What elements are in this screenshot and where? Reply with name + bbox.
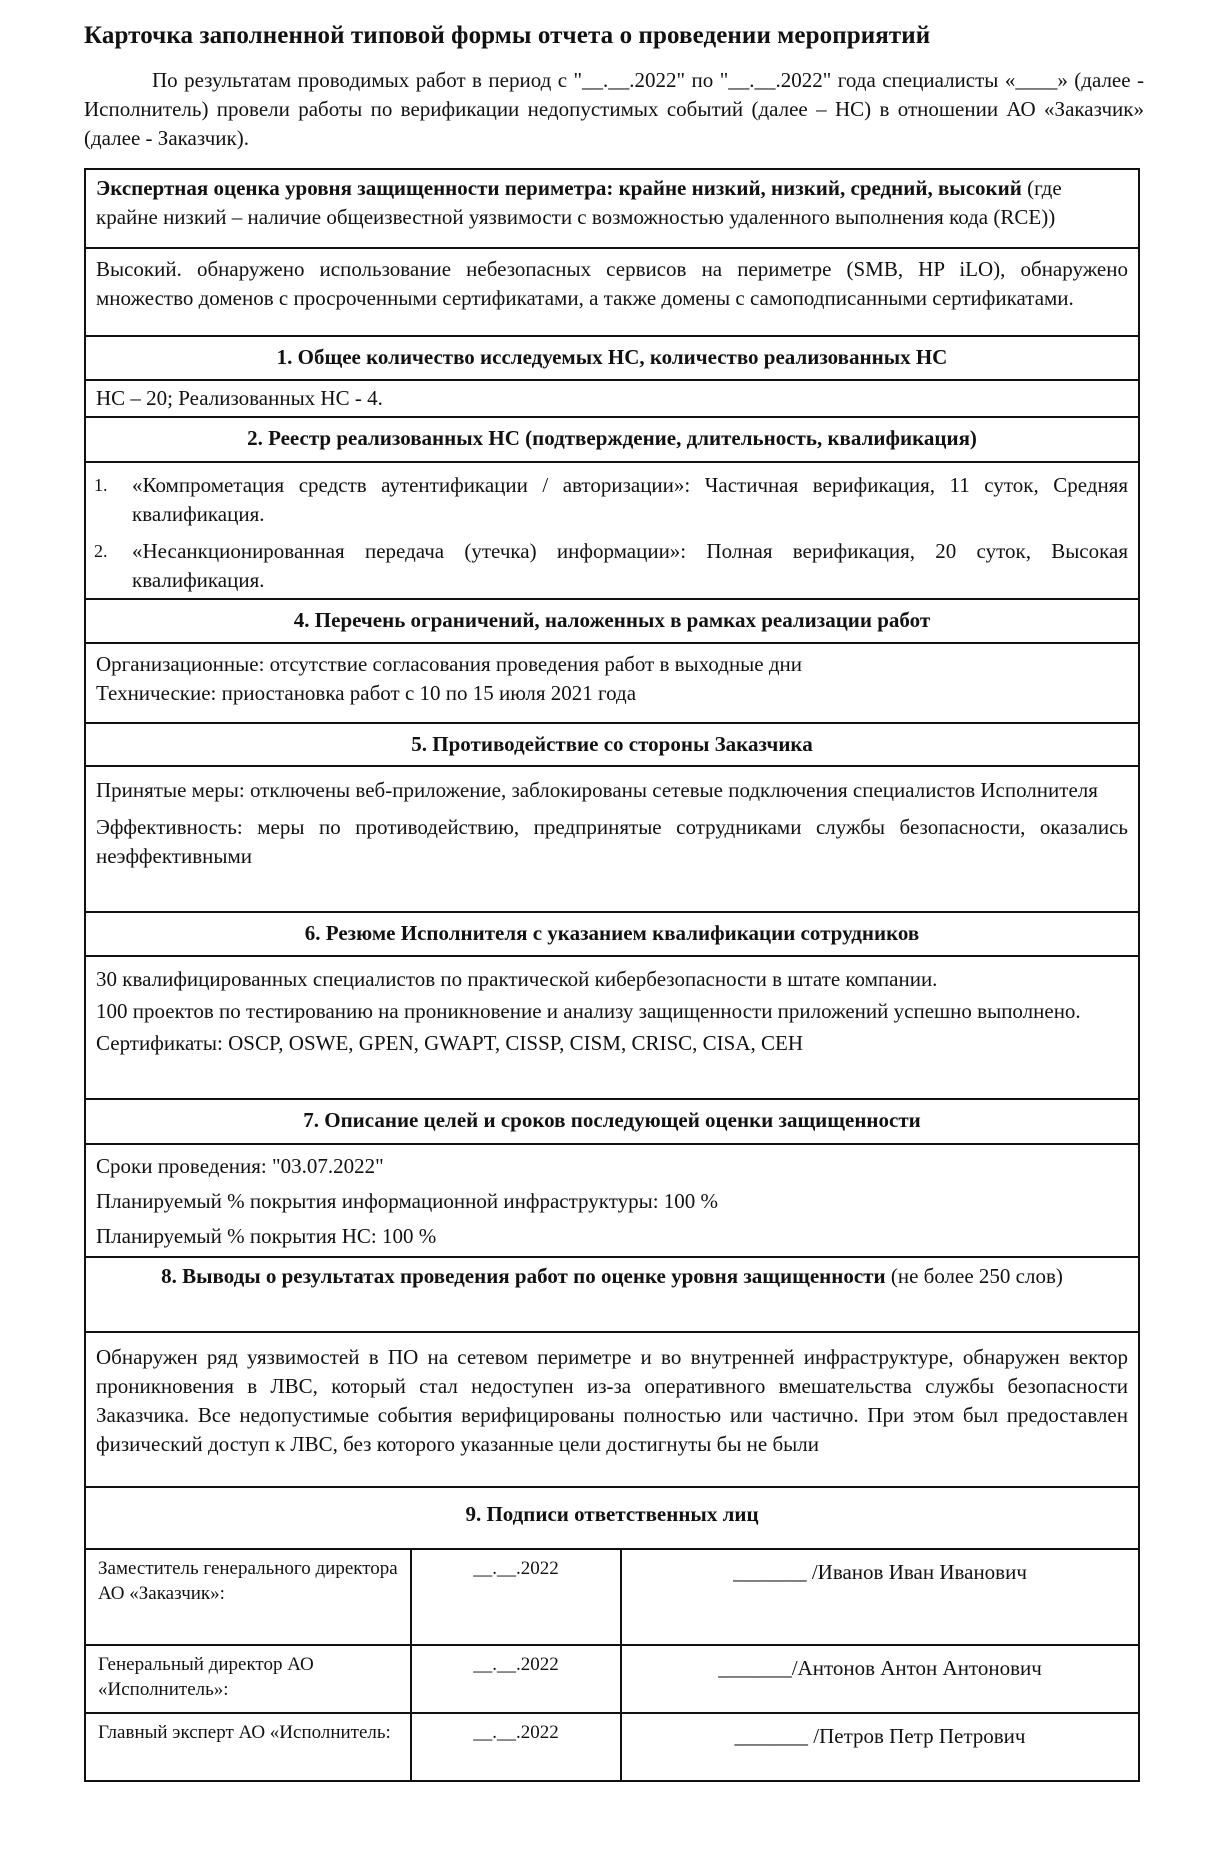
signature-signer: _______ /Иванов Иван Иванович xyxy=(733,1560,1027,1584)
section1-value: НС – 20; Реализованных НС - 4. xyxy=(86,381,1138,418)
section4-heading: 4. Перечень ограничений, наложенных в рамках реализации работ xyxy=(86,600,1138,644)
section5-line: Эффективность: меры по противодействию, предпринятые сотрудниками службы безопасности, оказались неэффективными xyxy=(96,815,1128,868)
section4-line: Организационные: отсутствие согласования проведения работ в выходные дни xyxy=(96,652,803,676)
signature-row xyxy=(86,1646,1138,1714)
section6-heading: 6. Резюме Исполнителя с указанием квалификации сотрудников xyxy=(86,913,1138,957)
section1-heading: 1. Общее количество исследуемых НС, количество реализованных НС xyxy=(86,337,1138,381)
document-title: Карточка заполненной типовой формы отчета о проведении мероприятий xyxy=(84,22,931,49)
assessment-heading-cell xyxy=(86,170,1138,249)
list-item-number: 2. xyxy=(94,541,108,561)
signature-date: __.__.2022 xyxy=(412,1550,622,1644)
list-item xyxy=(94,537,1128,595)
section8-heading xyxy=(86,1258,1138,1333)
section7-heading: 7. Описание целей и сроков последующей оценки защищенности xyxy=(86,1100,1138,1145)
section4-body xyxy=(86,644,1138,724)
section7-line: Сроки проведения: "03.07.2022" xyxy=(96,1154,384,1178)
section2-list xyxy=(94,471,1128,595)
section7-line: Планируемый % покрытия НС: 100 % xyxy=(96,1224,437,1248)
list-item-text: «Несанкционированная передача (утечка) информации»: Полная верификация, 20 суток, Высокая квалификация. xyxy=(132,539,1128,592)
section9-heading: 9. Подписи ответственных лиц xyxy=(86,1488,1138,1550)
signature-signer: _______/Антонов Антон Антонович xyxy=(718,1656,1042,1680)
section4-line: Технические: приостановка работ с 10 по 15 июля 2021 года xyxy=(96,681,637,705)
signature-row xyxy=(86,1550,1138,1646)
list-item-text: «Компрометация средств аутентификации / авторизации»: Частичная верификация, 11 суток, Средняя квалификация. xyxy=(132,473,1128,526)
signature-role: Генеральный директор АО «Исполнитель»: xyxy=(86,1646,412,1712)
section8-heading-note: (не более 250 слов) xyxy=(885,1264,1063,1288)
assessment-value-cell xyxy=(86,249,1138,337)
intro-paragraph xyxy=(84,66,1144,153)
signatures-table xyxy=(86,1550,1138,1780)
section6-line: 30 квалифицированных специалистов по практической кибербезопасности в штате компании. xyxy=(96,967,938,991)
intro-text: По результатам проводимых работ в период с "__.__.2022" по "__.__.2022" года специалисты «____» (далее - Исполнитель) провели работы по верификации недопустимых событий (далее – НС) в отношении АО «Заказчик» (далее - Заказчик). xyxy=(84,68,1144,150)
section2-body xyxy=(86,463,1138,600)
assessment-value: Высокий. обнаружено использование небезопасных сервисов на периметре (SMB, HP iLO), обнаружено множество доменов с просроченными сертификатами, а также домены с самоподписанными сертификатами. xyxy=(96,257,1128,310)
assessment-heading-note: (где крайне низкий – наличие общеизвестной уязвимости с возможностью удаленного выполнения кода (RCE)) xyxy=(96,176,1062,229)
section6-body xyxy=(86,957,1138,1100)
list-item-number: 1. xyxy=(94,475,108,495)
signature-role: Главный эксперт АО «Исполнитель: xyxy=(86,1714,412,1780)
list-item xyxy=(94,471,1128,529)
signature-row xyxy=(86,1714,1138,1780)
section7-body xyxy=(86,1145,1138,1258)
section8-value: Обнаружен ряд уязвимостей в ПО на сетевом периметре и во внутренней инфраструктуре, обнаружен вектор проникновения в ЛВС, который стал недоступен из-за оперативного вмешательства службы безопасности Заказчика. Все недопустимые события верифицированы полностью или частично. При этом был предоставлен физический доступ к ЛВС, без которого указанные цели достигнуты бы не были xyxy=(96,1345,1128,1456)
section5-body xyxy=(86,767,1138,913)
section7-line: Планируемый % покрытия информационной инфраструктуры: 100 % xyxy=(96,1189,719,1213)
signature-date: __.__.2022 xyxy=(412,1646,622,1712)
assessment-heading: Экспертная оценка уровня защищенности периметра: крайне низкий, низкий, средний, высокий xyxy=(96,176,1022,200)
section6-line: 100 проектов по тестированию на проникновение и анализу защищенности приложений успешно выполнено. xyxy=(96,999,1081,1023)
signature-signer: _______ /Петров Петр Петрович xyxy=(734,1724,1026,1748)
signature-role: Заместитель генерального директора АО «Заказчик»: xyxy=(86,1550,412,1644)
signature-date: __.__.2022 xyxy=(412,1714,622,1780)
section5-line: Принятые меры: отключены веб-приложение, заблокированы сетевые подключения специалистов Исполнителя xyxy=(96,778,1098,802)
report-table xyxy=(84,168,1140,1782)
section2-heading: 2. Реестр реализованных НС (подтверждение, длительность, квалификация) xyxy=(86,418,1138,463)
section6-line: Сертификаты: OSCP, OSWE, GPEN, GWAPT, CISSP, CISM, CRISC, CISA, CEH xyxy=(96,1031,804,1055)
section5-heading: 5. Противодействие со стороны Заказчика xyxy=(86,724,1138,767)
section8-heading-text: 8. Выводы о результатах проведения работ по оценке уровня защищенности xyxy=(161,1264,886,1288)
section8-body xyxy=(86,1333,1138,1488)
